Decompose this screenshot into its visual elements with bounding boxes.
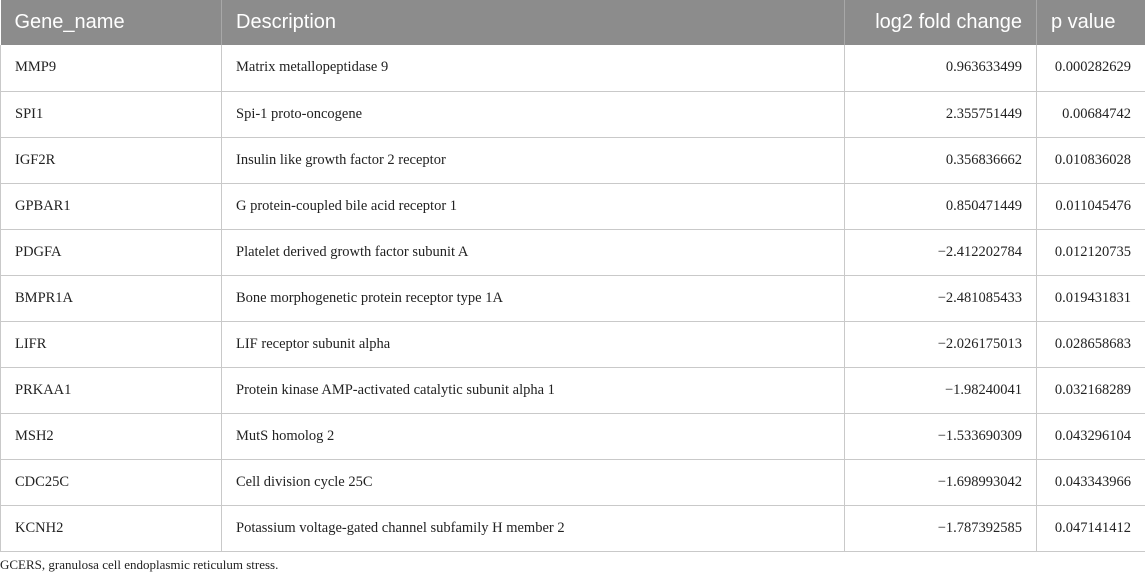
- gene-name-cell: PDGFA: [1, 229, 222, 275]
- description-cell: Platelet derived growth factor subunit A: [222, 229, 845, 275]
- pvalue-cell: 0.047141412: [1037, 505, 1145, 551]
- log2fc-cell: −2.481085433: [845, 275, 1037, 321]
- pvalue-cell: 0.043343966: [1037, 459, 1145, 505]
- description-cell: Matrix metallopeptidase 9: [222, 45, 845, 91]
- header-p-value: p value: [1037, 0, 1145, 45]
- header-gene-name: Gene_name: [1, 0, 222, 45]
- table-row: [1, 229, 1145, 275]
- description-cell: MutS homolog 2: [222, 413, 845, 459]
- log2fc-cell: −1.533690309: [845, 413, 1037, 459]
- log2fc-cell: 2.355751449: [845, 91, 1037, 137]
- table-row: [1, 91, 1145, 137]
- table-row: [1, 367, 1145, 413]
- log2fc-cell: −1.787392585: [845, 505, 1037, 551]
- gene-name-cell: PRKAA1: [1, 367, 222, 413]
- table-row: [1, 505, 1145, 551]
- description-cell: Potassium voltage-gated channel subfamily H member 2: [222, 505, 845, 551]
- pvalue-cell: 0.00684742: [1037, 91, 1145, 137]
- description-cell: LIF receptor subunit alpha: [222, 321, 845, 367]
- table-row: [1, 183, 1145, 229]
- pvalue-cell: 0.028658683: [1037, 321, 1145, 367]
- gene-name-cell: MMP9: [1, 45, 222, 91]
- description-cell: Cell division cycle 25C: [222, 459, 845, 505]
- pvalue-cell: 0.043296104: [1037, 413, 1145, 459]
- description-cell: Protein kinase AMP-activated catalytic subunit alpha 1: [222, 367, 845, 413]
- gene-name-cell: SPI1: [1, 91, 222, 137]
- description-cell: Spi-1 proto-oncogene: [222, 91, 845, 137]
- table-row: [1, 45, 1145, 91]
- log2fc-cell: −2.412202784: [845, 229, 1037, 275]
- description-cell: G protein-coupled bile acid receptor 1: [222, 183, 845, 229]
- gene-name-cell: IGF2R: [1, 137, 222, 183]
- table-row: [1, 275, 1145, 321]
- log2fc-cell: −2.026175013: [845, 321, 1037, 367]
- pvalue-cell: 0.019431831: [1037, 275, 1145, 321]
- pvalue-cell: 0.010836028: [1037, 137, 1145, 183]
- pvalue-cell: 0.012120735: [1037, 229, 1145, 275]
- log2fc-cell: −1.698993042: [845, 459, 1037, 505]
- pvalue-cell: 0.000282629: [1037, 45, 1145, 91]
- gene-name-cell: MSH2: [1, 413, 222, 459]
- log2fc-cell: −1.98240041: [845, 367, 1037, 413]
- table-row: [1, 413, 1145, 459]
- log2fc-cell: 0.850471449: [845, 183, 1037, 229]
- description-cell: Insulin like growth factor 2 receptor: [222, 137, 845, 183]
- pvalue-cell: 0.011045476: [1037, 183, 1145, 229]
- table-row: [1, 321, 1145, 367]
- table-footnote: GCERS, granulosa cell endoplasmic reticulum stress.: [0, 557, 279, 572]
- pvalue-cell: 0.032168289: [1037, 367, 1145, 413]
- description-cell: Bone morphogenetic protein receptor type 1A: [222, 275, 845, 321]
- gene-name-cell: LIFR: [1, 321, 222, 367]
- gene-name-cell: GPBAR1: [1, 183, 222, 229]
- log2fc-cell: 0.963633499: [845, 45, 1037, 91]
- log2fc-cell: 0.356836662: [845, 137, 1037, 183]
- table-row: [1, 459, 1145, 505]
- table-header-row: [1, 0, 1145, 45]
- header-log2-fold-change: log2 fold change: [845, 0, 1037, 45]
- table-row: [1, 137, 1145, 183]
- gene-name-cell: KCNH2: [1, 505, 222, 551]
- gene-name-cell: CDC25C: [1, 459, 222, 505]
- header-description: Description: [222, 0, 845, 45]
- gene-name-cell: BMPR1A: [1, 275, 222, 321]
